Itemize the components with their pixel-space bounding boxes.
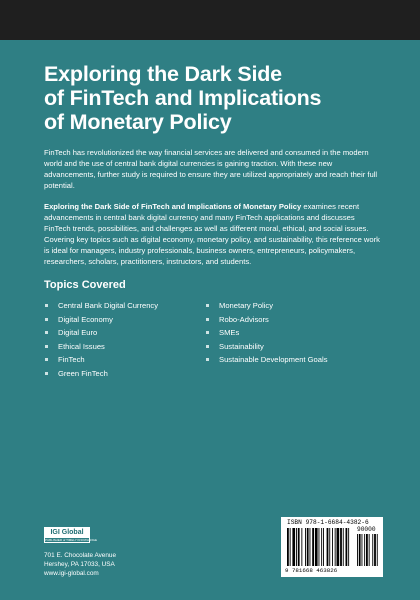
topic-label: Central Bank Digital Currency [58, 301, 159, 310]
barcode-number: 9 781668 463826 [285, 567, 338, 574]
top-band [0, 0, 420, 40]
topic-item [44, 299, 205, 313]
topic-label: Sustainable Development Goals [219, 355, 328, 364]
description-paragraph [44, 201, 382, 267]
topic-item [44, 353, 205, 367]
topics-heading: Topics Covered [44, 279, 126, 291]
topic-label: SMEs [219, 328, 240, 337]
topics-list [44, 299, 382, 380]
topic-label: Digital Euro [58, 328, 98, 337]
bullet-icon [45, 331, 48, 334]
isbn-barcode [281, 517, 383, 577]
topic-item [205, 313, 366, 327]
title-line-3: of Monetary Policy [44, 110, 232, 134]
logo-tagline: PUBLISHER of TIMELY KNOWLEDGE [45, 538, 98, 542]
topic-label: Robo-Advisors [219, 314, 269, 324]
bullet-icon [206, 345, 209, 348]
topic-label: Monetary Policy [219, 301, 274, 310]
bullet-icon [45, 345, 48, 348]
book-title [44, 62, 382, 134]
topic-label: Ethical Issues [58, 341, 105, 351]
publisher-address [44, 551, 116, 578]
bullet-icon [45, 372, 48, 375]
topic-item [44, 367, 205, 381]
bullet-icon [206, 304, 209, 307]
bullet-icon [206, 331, 209, 334]
publisher-website: www.igi-global.com [44, 570, 99, 577]
bullet-icon [45, 318, 48, 321]
topic-item [44, 340, 205, 354]
topic-item [44, 326, 205, 340]
topic-label: Digital Economy [58, 314, 113, 324]
bullet-icon [45, 304, 48, 307]
address-line-2: Hershey, PA 17033, USA [44, 561, 115, 568]
title-line-2: of FinTech and Implications [44, 86, 322, 110]
topic-label: Sustainability [219, 341, 264, 351]
topic-item [205, 353, 366, 367]
publisher-block [44, 527, 116, 578]
back-cover-content [44, 62, 382, 380]
topic-item [205, 299, 366, 313]
price-code: 90000 [357, 526, 376, 533]
topic-label: Green FinTech [58, 368, 108, 378]
topic-item [205, 340, 366, 354]
topic-label: FinTech [58, 355, 85, 364]
topics-column-left [44, 299, 205, 380]
address-line-1: 701 E. Chocolate Avenue [44, 552, 117, 559]
intro-paragraph: FinTech has revolutionized the way financial services are delivered and consumed in the modern world and the use of central bank digital currencies is gaining traction. With these new advancements, further study is required to ensure they are utilized appropriately and reach their full potential. [44, 148, 378, 190]
logo-text: IGI Global [45, 528, 89, 538]
igi-global-logo [44, 527, 98, 543]
topic-item [44, 313, 205, 327]
topic-item [205, 326, 366, 340]
description-title: Exploring the Dark Side of FinTech and Implications of Monetary Policy [44, 202, 302, 211]
bullet-icon [206, 358, 209, 361]
description-body: examines recent advancements in central bank digital currency and many FinTech applications and discusses FinTech trends, possibilities, and challenges as well as different moral, ethical, and social issues. Covering key topics such as digital economy, monetary policy, and sustainability, this reference work is ideal for managers, industry professionals, business owners, entrepreneurs, policymakers, researchers, scholars, practitioners, instructors, and students. [44, 202, 380, 266]
bullet-icon [45, 358, 48, 361]
topics-column-right [205, 299, 366, 380]
isbn-text: ISBN 978-1-6684-4382-6 [287, 519, 369, 526]
title-line-1: Exploring the Dark Side [44, 62, 282, 86]
bullet-icon [206, 318, 209, 321]
